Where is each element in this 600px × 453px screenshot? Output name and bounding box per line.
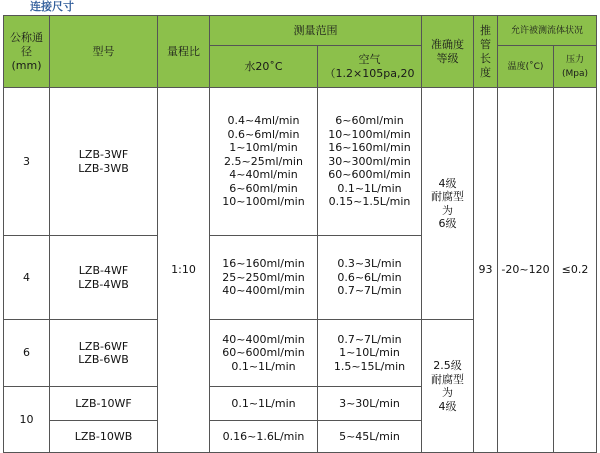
- table-row: [4, 88, 597, 236]
- water-range-cell: 40~400ml/min 60~600ml/min 0.1~1L/min: [210, 320, 318, 387]
- diameter-cell: 10: [4, 387, 50, 453]
- model-cell: LZB-10WB: [50, 421, 158, 453]
- model-cell: LZB-10WF: [50, 387, 158, 421]
- water-range-cell: 16~160ml/min 25~250ml/min 40~400ml/min: [210, 236, 318, 320]
- pipe-length-cell: 93: [474, 88, 498, 453]
- header-temperature: 温度(˚C): [498, 46, 554, 88]
- header-pipe-length: 推 管 长 度: [474, 16, 498, 88]
- pressure-cell: ≤0.2: [554, 88, 597, 453]
- water-range-cell: 0.16~1.6L/min: [210, 421, 318, 453]
- specs-table: [3, 15, 597, 453]
- header-air: 空气 （1.2×105pa,20: [318, 46, 422, 88]
- header-nominal-diameter: 公称通 径 (mm): [4, 16, 50, 88]
- diameter-cell: 3: [4, 88, 50, 236]
- temperature-cell: -20~120: [498, 88, 554, 453]
- header-fluid-conditions: 允许被测流体状况: [498, 16, 597, 46]
- model-cell: LZB-4WF LZB-4WB: [50, 236, 158, 320]
- air-range-cell: 5~45L/min: [318, 421, 422, 453]
- table-title: 连接尺寸: [30, 0, 74, 13]
- air-range-cell: 0.7~7L/min 1~10L/min 1.5~15L/min: [318, 320, 422, 387]
- diameter-cell: 4: [4, 236, 50, 320]
- header-pressure: 压力(Mpa): [554, 46, 597, 88]
- range-ratio-cell: 1:10: [158, 88, 210, 453]
- header-water: 水20˚C: [210, 46, 318, 88]
- water-range-cell: 0.1~1L/min: [210, 387, 318, 421]
- water-range-cell: 0.4~4ml/min 0.6~6ml/min 1~10ml/min 2.5~25ml/min 4~40ml/min 6~60ml/min 10~100ml/min: [210, 88, 318, 236]
- model-cell: LZB-3WF LZB-3WB: [50, 88, 158, 236]
- air-range-cell: 3~30L/min: [318, 387, 422, 421]
- header-range-ratio: 量程比: [158, 16, 210, 88]
- header-model: 型号: [50, 16, 158, 88]
- header-measuring-range: 测量范围: [210, 16, 422, 46]
- accuracy-cell: 2.5级 耐腐型 为 4级: [422, 320, 474, 453]
- diameter-cell: 6: [4, 320, 50, 387]
- air-range-cell: 6~60ml/min 10~100ml/min 16~160ml/min 30~300ml/min 60~600ml/min 0.1~1L/min 0.15~1.5L/min: [318, 88, 422, 236]
- air-range-cell: 0.3~3L/min 0.6~6L/min 0.7~7L/min: [318, 236, 422, 320]
- accuracy-cell: 4级 耐腐型 为 6级: [422, 88, 474, 320]
- model-cell: LZB-6WF LZB-6WB: [50, 320, 158, 387]
- header-accuracy: 准确度 等级: [422, 16, 474, 88]
